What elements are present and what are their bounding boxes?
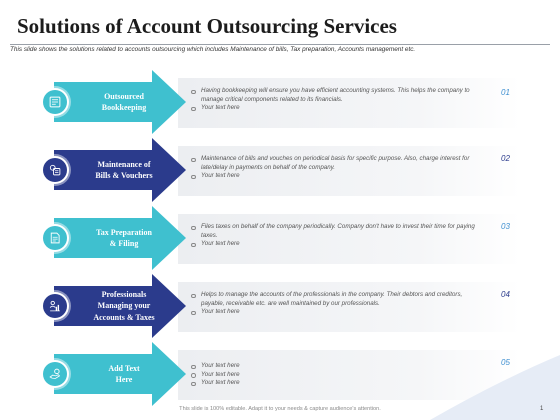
- solution-row: [0, 70, 560, 140]
- icon-badge: [41, 360, 69, 388]
- description-bullet: Maintenance of bills and vouches on periodical basis for specific purpose. Also, charge interest for late/delay in payments on behalf of the company.: [190, 155, 480, 172]
- solution-label: [72, 91, 176, 114]
- solution-label-line: & Filing: [109, 239, 139, 248]
- step-number: 05: [501, 358, 510, 367]
- description-list: [190, 87, 480, 113]
- description-list: [190, 223, 480, 249]
- icon-badge: [41, 156, 69, 184]
- bills-vouchers-icon: [49, 164, 61, 176]
- solution-label-line: Outsourced: [104, 91, 144, 101]
- solution-label-line: Accounts & Taxes: [93, 312, 155, 322]
- solution-label-line: Bills & Vouchers: [95, 171, 153, 180]
- step-number: 04: [501, 290, 510, 299]
- description-bullet: Your text here: [190, 240, 480, 249]
- icon-badge: [41, 292, 69, 320]
- hand-coin-icon: [49, 368, 61, 380]
- solution-row: [0, 206, 560, 276]
- bookkeeping-ledger-icon: [49, 96, 61, 108]
- solution-label: [72, 363, 176, 386]
- solution-label-line: Tax Preparation: [96, 227, 152, 237]
- step-number: 01: [501, 88, 510, 97]
- step-number: 03: [501, 222, 510, 231]
- icon-badge: [41, 224, 69, 252]
- solution-label-line: Professionals: [101, 289, 147, 299]
- description-bullet: Your text here: [190, 362, 480, 371]
- solution-label-line: Managing your: [97, 301, 151, 311]
- solution-label-line: Bookkeeping: [101, 103, 147, 112]
- solution-label-line: Here: [115, 375, 133, 384]
- slide-subtitle: This slide shows the solutions related to accounts outsourcing which includes Maintenance of bills, Tax preparation, Accounts management etc.: [10, 46, 416, 53]
- description-bullet: Your text here: [190, 308, 480, 317]
- description-bullet: Having bookkeeping will ensure you have efficient accounting systems. This helps the company to manage critical components related to its financials.: [190, 87, 480, 104]
- step-number: 02: [501, 154, 510, 163]
- solution-row: [0, 274, 560, 344]
- description-bullet: Your text here: [190, 379, 480, 388]
- professional-chart-icon: [49, 300, 61, 312]
- description-list: [190, 291, 480, 317]
- slide-title: Solutions of Account Outsourcing Services: [17, 14, 397, 38]
- description-list: [190, 155, 480, 181]
- solution-label-line: Add Text: [108, 363, 140, 373]
- page-number: 1: [540, 406, 544, 412]
- description-bullet: Helps to manage the accounts of the professionals in the company. Their debtors and creditors, payable, receivable etc. are well maintained by our professionals.: [190, 291, 480, 308]
- description-bullet: Your text here: [190, 371, 480, 380]
- solution-row: [0, 138, 560, 208]
- title-divider: [10, 44, 550, 45]
- tax-document-icon: [49, 232, 61, 244]
- description-bullet: Files taxes on behalf of the company periodically. Company don't have to invest their time for paying taxes.: [190, 223, 480, 240]
- solution-label: [72, 227, 176, 250]
- solution-label: [72, 289, 176, 324]
- description-bullet: Your text here: [190, 104, 480, 113]
- icon-badge: [41, 88, 69, 116]
- description-bullet: Your text here: [190, 172, 480, 181]
- solution-label: [72, 159, 176, 182]
- footer-note: This slide is 100% editable. Adapt it to your needs & capture audience's attention.: [179, 406, 381, 412]
- solution-label-line: Maintenance of: [97, 159, 151, 169]
